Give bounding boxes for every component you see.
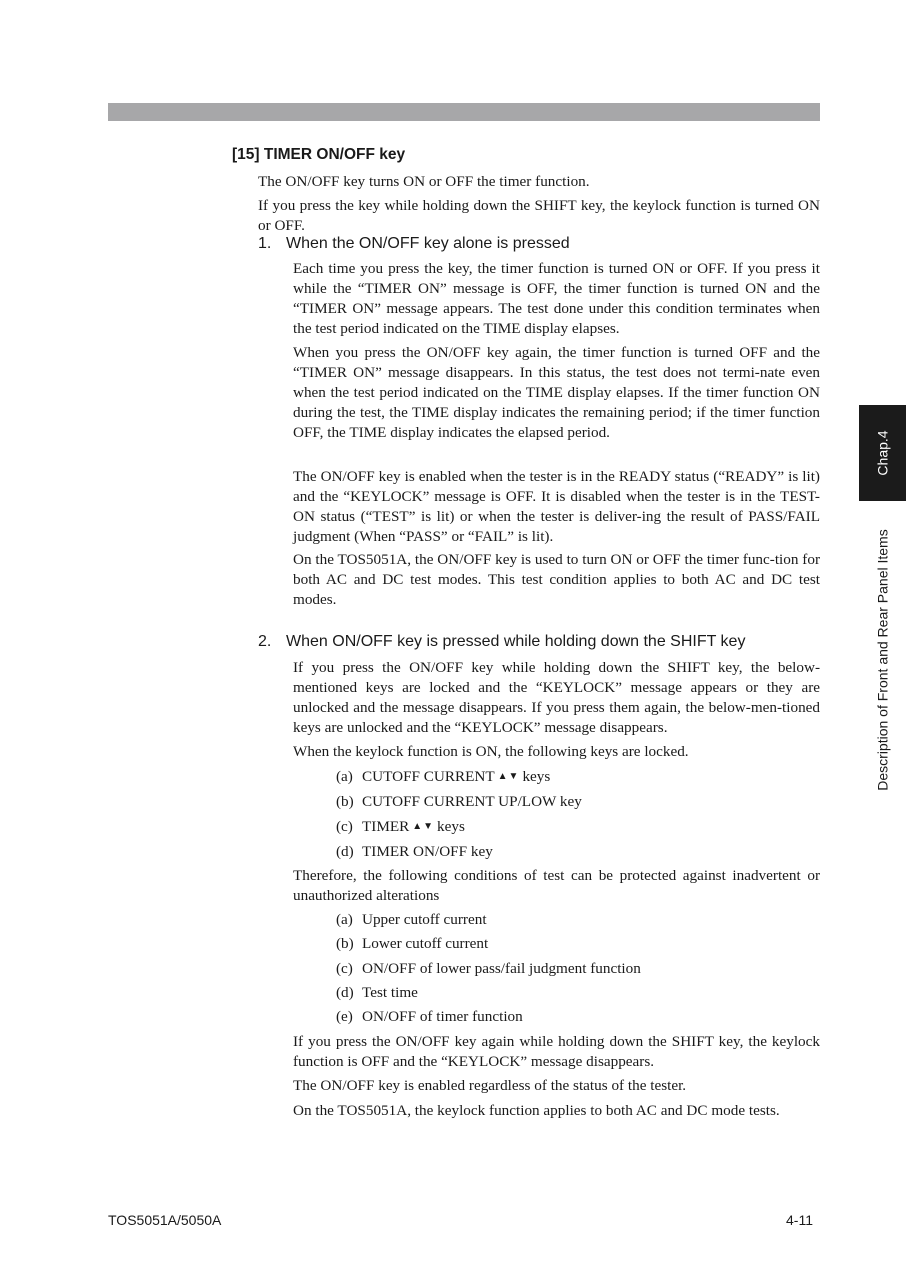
body-paragraph: Therefore, the following conditions of test can be protected against inadvertent or unauthorized alterations xyxy=(293,867,820,904)
list-item: (d) Test time xyxy=(336,984,418,1001)
list-item: (d) TIMER ON/OFF key xyxy=(336,843,493,860)
up-down-arrows-icon: ▲▼ xyxy=(412,821,435,832)
body-paragraph: The ON/OFF key is enabled when the tester is in the READY status (“READY” is lit) and the “KEYLOCK” message is OFF. It is disabled when the tester is in the TEST-ON status (“TEST” is lit) or when the tester is deliver-ing the result of PASS/FAIL judgment (When “PASS” or “FAIL” is lit). xyxy=(293,468,820,545)
body-paragraph: The ON/OFF key is enabled regardless of the status of the tester. xyxy=(293,1077,687,1094)
subsection-heading-2 xyxy=(258,633,745,651)
body-paragraph: If you press the ON/OFF key again while holding down the SHIFT key, the keylock function is OFF and the “KEYLOCK” message disappears. xyxy=(293,1033,820,1070)
subsection-number: 1. xyxy=(258,235,272,252)
subsection-number: 2. xyxy=(258,633,272,650)
body-paragraph: If you press the ON/OFF key while holding down the SHIFT key, the below-mentioned keys are locked and the “KEYLOCK” message appears or they are unlocked and the message disappears. If you press them again, the below-men-tioned keys are unlocked and the “KEYLOCK” message disappears. xyxy=(293,659,820,736)
chapter-tab-label: Chap.4 xyxy=(874,430,891,476)
list-item: (b) CUTOFF CURRENT UP/LOW key xyxy=(336,793,582,810)
intro-paragraph: The ON/OFF key turns ON or OFF the timer function. xyxy=(258,173,590,190)
footer-page-number: 4-11 xyxy=(786,1212,813,1228)
body-paragraph: On the TOS5051A, the ON/OFF key is used to turn ON or OFF the timer func-tion for both AC and DC test modes. This test condition applies to both AC and DC test modes. xyxy=(293,551,820,608)
subsection-heading-1 xyxy=(258,235,570,253)
subsection-title: When ON/OFF key is pressed while holding down the SHIFT key xyxy=(286,633,746,650)
list-item: (c) ON/OFF of lower pass/fail judgment function xyxy=(336,960,641,977)
body-paragraph: On the TOS5051A, the keylock function applies to both AC and DC mode tests. xyxy=(293,1102,780,1119)
list-item: (a) Upper cutoff current xyxy=(336,911,487,928)
footer-model: TOS5051A/5050A xyxy=(108,1212,222,1228)
body-paragraph: When the keylock function is ON, the following keys are locked. xyxy=(293,743,689,760)
list-item: (c) TIMER ▲▼ keys xyxy=(336,818,465,835)
header-bar xyxy=(108,103,820,121)
list-item: (e) ON/OFF of timer function xyxy=(336,1008,523,1025)
subsection-title: When the ON/OFF key alone is pressed xyxy=(286,235,570,252)
list-item: (b) Lower cutoff current xyxy=(336,935,489,952)
chapter-side-title: Description of Front and Rear Panel Items xyxy=(874,529,891,791)
section-title: [15] TIMER ON/OFF key xyxy=(232,146,406,163)
up-down-arrows-icon: ▲▼ xyxy=(497,771,520,782)
body-paragraph: Each time you press the key, the timer function is turned ON or OFF. If you press it while the “TIMER ON” message is OFF, the timer function is turned ON and the “TIMER ON” message appears. The test done under this condition terminates when the test period indicated on the TIME display elapses. xyxy=(293,260,820,337)
list-item: (a) CUTOFF CURRENT ▲▼ keys xyxy=(336,768,551,785)
body-paragraph: When you press the ON/OFF key again, the timer function is turned OFF and the “TIMER ON” message disappears. In this status, the test does not termi-nate even when the test period indicated on the TIME display elapses. If the timer function ON during the test, the TIME display indicates the remaining period; if the timer function OFF, the TIME display indicates the elapsed period. xyxy=(293,344,820,441)
intro-paragraph: If you press the key while holding down the SHIFT key, the keylock function is turned ON or OFF. xyxy=(258,197,820,234)
